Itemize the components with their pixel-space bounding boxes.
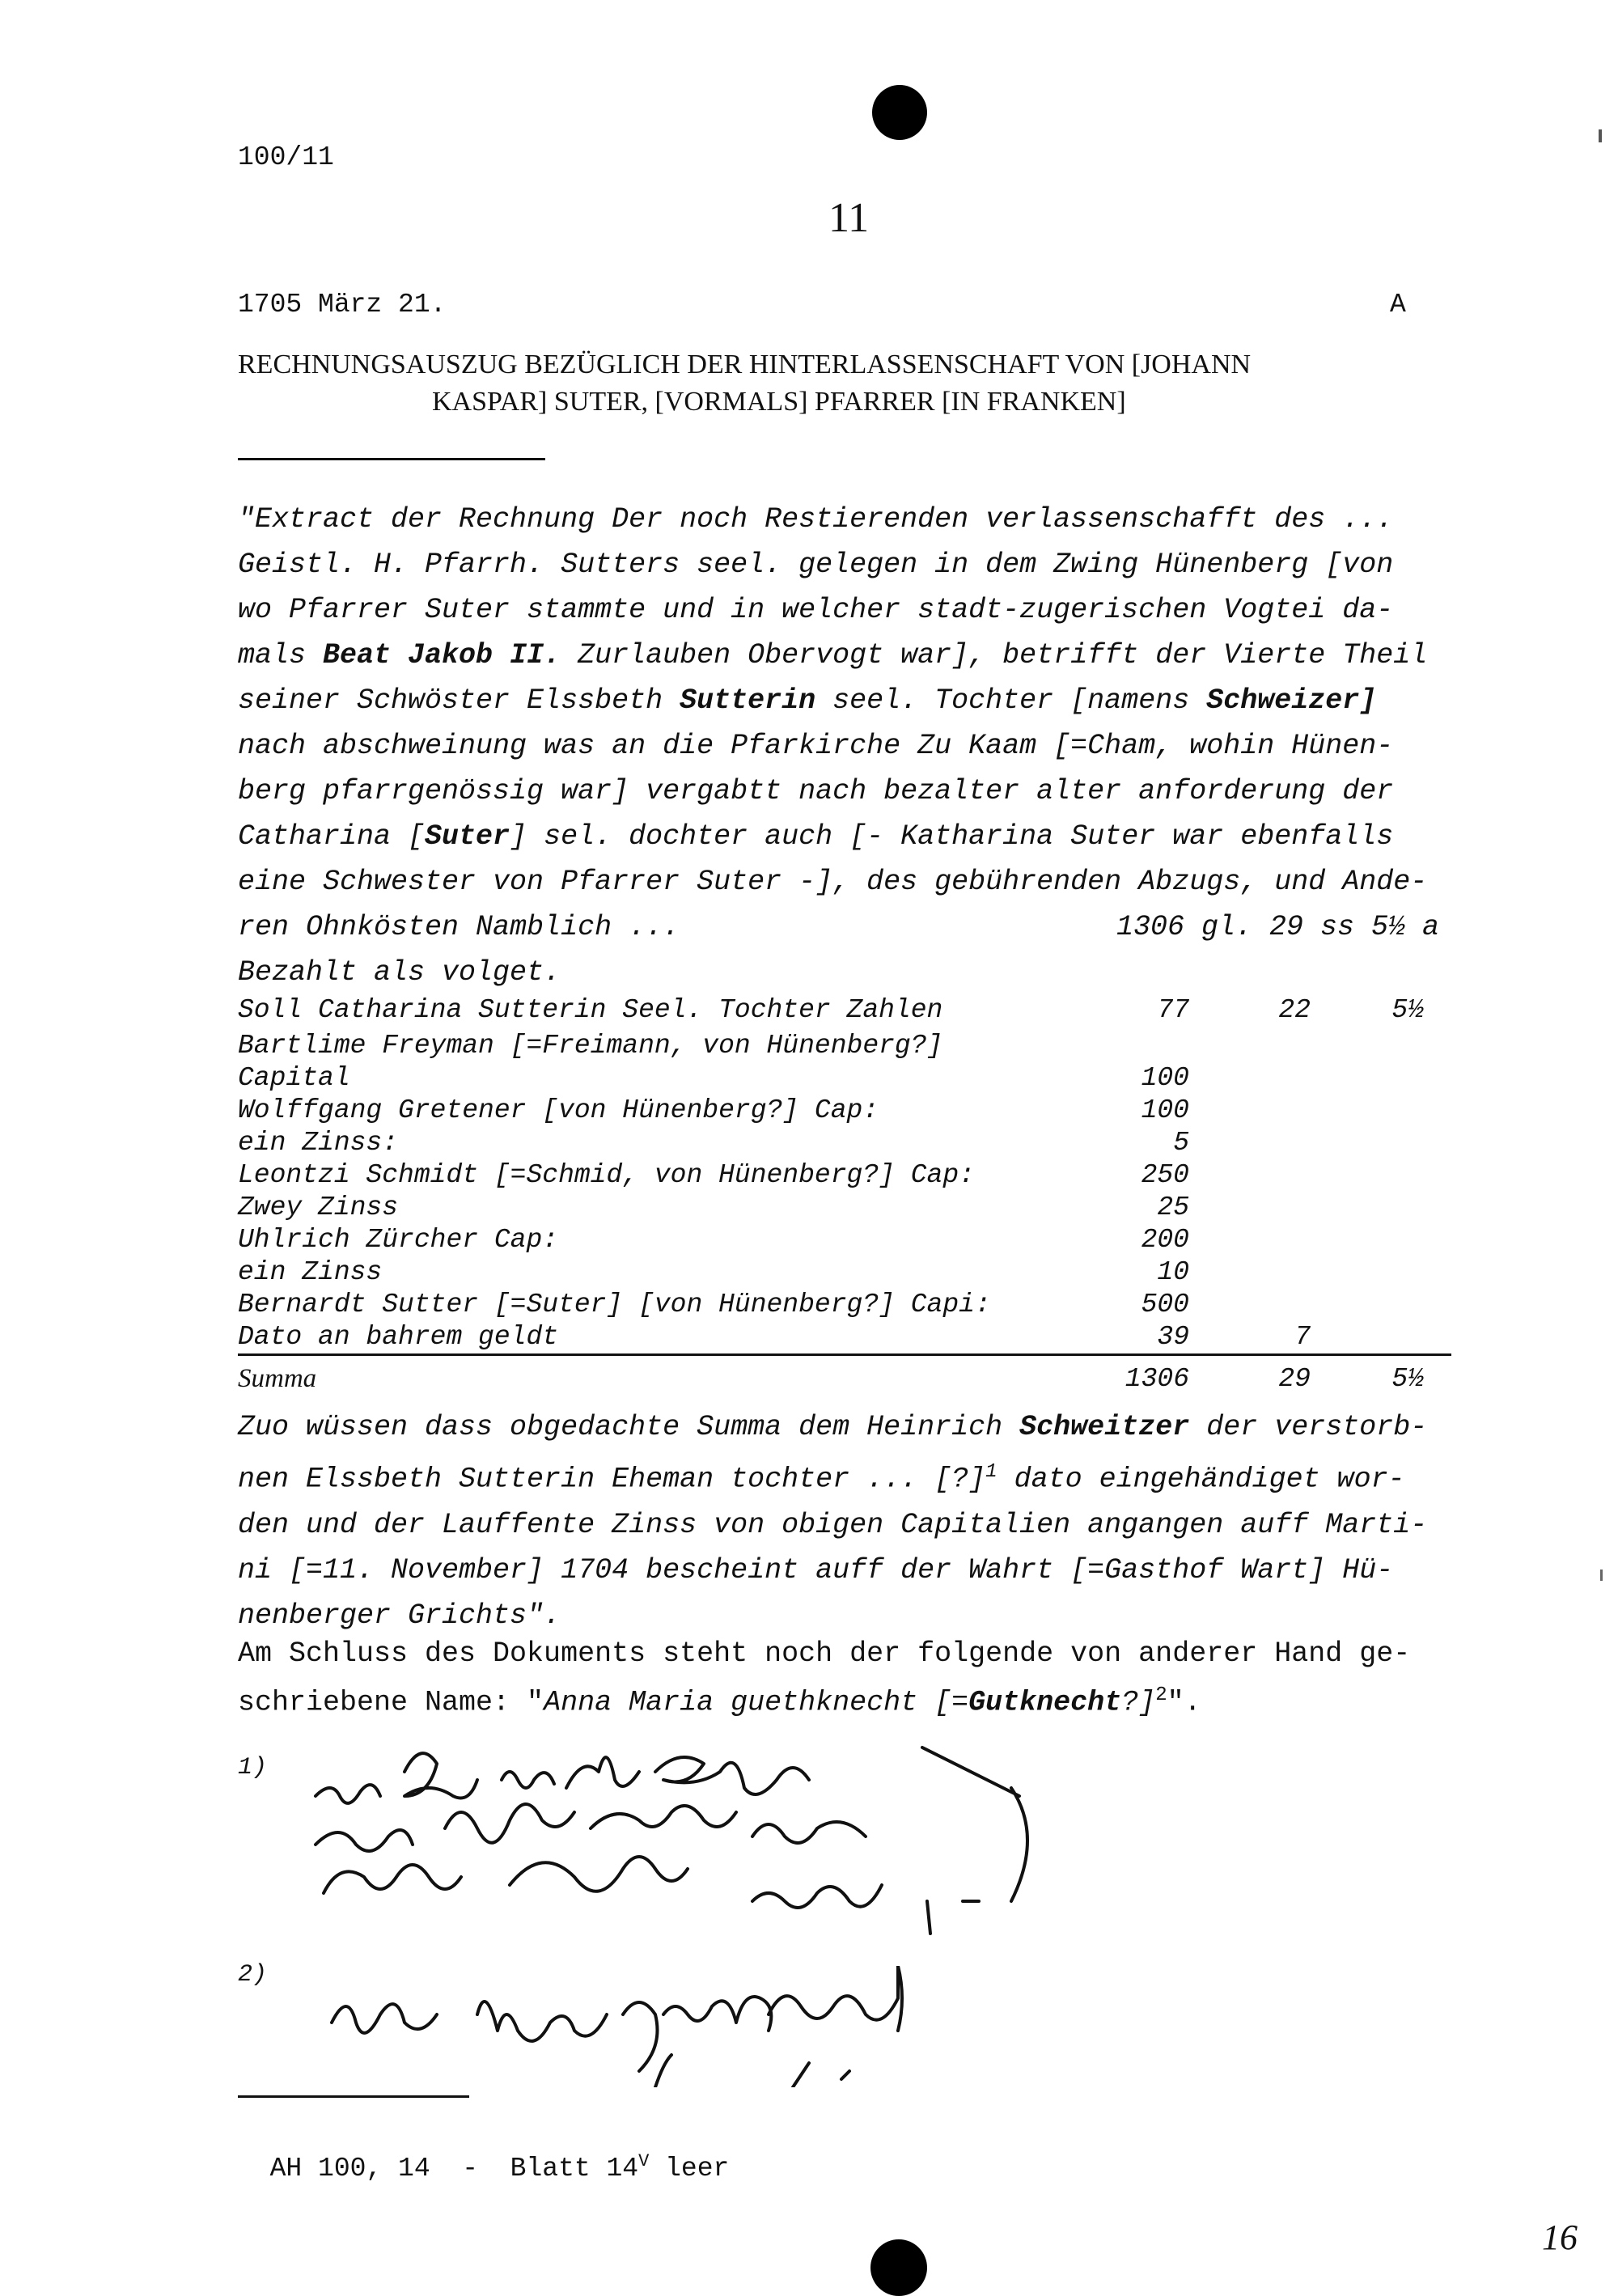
- ledger-value: 5: [1173, 1128, 1189, 1158]
- closing-line: nenberger Grichts".: [238, 1599, 561, 1632]
- closing-paragraph: [238, 1404, 1476, 1638]
- ledger-row-7: Zwey Zinss: [238, 1192, 399, 1222]
- ledger-row-8: Uhlrich Zürcher Cap:: [238, 1225, 559, 1255]
- intro-paragraph: [238, 497, 1476, 995]
- closing-line: den und der Lauffente Zinss von obigen Capitalien angangen auff Marti-: [238, 1508, 1428, 1541]
- ledger-row-5: ein Zinss:: [238, 1128, 399, 1158]
- scan-speck: [1600, 1569, 1603, 1581]
- closing-line: nen Elssbeth Sutterin Eheman tochter ... [?]$^1$ dato eingehändiget wor-: [238, 1461, 1405, 1496]
- footer-divider: [238, 2095, 469, 2098]
- closing-line: ni [=11. November] 1704 bescheint auff der Wahrt [=Gasthof Wart] Hü-: [238, 1553, 1394, 1586]
- ledger-value: 500: [1141, 1290, 1189, 1320]
- note-paragraph: [238, 1633, 1476, 1724]
- ledger-table: [0, 995, 1618, 1416]
- intro-line: Geistl. H. Pfarrh. Sutters seel. gelegen in dem Zwing Hünenberg [von: [238, 549, 1394, 581]
- intro-line: berg pfarrgenössig war] vergabtt nach bezalter alter anforderung der: [238, 775, 1394, 807]
- punch-hole-bottom: [870, 2239, 927, 2296]
- footer-reference: AH 100, 14 - Blatt $14^V$ leer: [269, 2151, 730, 2184]
- ledger-value: 22: [1278, 995, 1311, 1025]
- ledger-row-10: Bernardt Sutter [=Suter] [von Hünenberg?] Capi:: [238, 1290, 991, 1320]
- ledger-row-3: Capital: [238, 1063, 350, 1093]
- ledger-value: 39: [1157, 1322, 1189, 1352]
- closing-line: Zuo wüssen dass obgedachte Summa dem Heinrich Schweitzer der verstorb-: [238, 1411, 1428, 1443]
- ledger-value: 250: [1141, 1160, 1189, 1190]
- title-line-1: RECHNUNGSAUSZUG BEZÜGLICH DER HINTERLASSENSCHAFT VON [JOHANN: [238, 349, 1252, 379]
- scan-speck: [1599, 129, 1602, 142]
- ledger-value: 77: [1157, 995, 1189, 1025]
- intro-line: Catharina [Suter] sel. dochter auch [- Katharina Suter war ebenfalls: [238, 820, 1394, 853]
- intro-line: Bezahlt als volget.: [238, 956, 561, 989]
- ledger-row-2: Bartlime Freyman [=Freimann, von Hünenberg?]: [238, 1031, 943, 1061]
- version-letter: A: [1390, 290, 1406, 320]
- ledger-total: 1306: [1125, 1364, 1189, 1394]
- handwritten-excerpt-2: [316, 1966, 979, 2087]
- document-number: 11: [828, 195, 870, 241]
- archive-reference: 100/11: [238, 142, 334, 172]
- handwritten-excerpt-1: [299, 1739, 1076, 1950]
- intro-line: ren Ohnköstеn Namblich ... 1306 gl. 29 ss 5½ a: [238, 904, 1476, 950]
- intro-line: nach abschweinung was an die Pfarkirche Zu Kaam [=Cham, wohin Hünen-: [238, 730, 1394, 762]
- intro-amount: 1306 gl. 29 ss 5½ a: [1116, 911, 1440, 943]
- note-line: schriebene Name: "Anna Maria guethknecht [=Gutknecht?]$^2$".: [238, 1684, 1201, 1719]
- intro-line: wo Pfarrer Suter stammte und in welcher stadt-zugerischen Vogtei da-: [238, 594, 1394, 626]
- intro-line: eine Schwester von Pfarrer Suter -], des gebührenden Abzugs, und Ande-: [238, 866, 1428, 898]
- document-date: 1705 März 21.: [238, 290, 447, 320]
- ledger-total: 5½: [1391, 1364, 1424, 1394]
- ledger-row-4: Wolffgang Gretener [von Hünenberg?] Cap:: [238, 1095, 879, 1125]
- intro-line: "Extract der Rechnung Der noch Restierenden verlassenschafft des ...: [238, 503, 1394, 536]
- ledger-value: 10: [1157, 1257, 1189, 1287]
- document-title: [238, 346, 1435, 421]
- footnote-1-label: 1): [238, 1754, 268, 1781]
- ledger-row-9: ein Zinss: [238, 1257, 383, 1287]
- ledger-value: 5½: [1391, 995, 1424, 1025]
- ledger-row-11: Dato an bahrem geldt: [238, 1322, 559, 1352]
- punch-hole-top: [872, 85, 927, 140]
- intro-line: mals Beat Jakob II. Zurlauben Obervogt war], betrifft der Vierte Theil: [238, 639, 1428, 671]
- ledger-total: 29: [1278, 1364, 1311, 1394]
- ledger-total-label: Summa: [238, 1364, 317, 1393]
- ledger-value: 200: [1141, 1225, 1189, 1255]
- ledger-row-1: Soll Catharina Sutterin Seel. Tochter Zahlen: [238, 995, 943, 1025]
- ledger-value: 25: [1157, 1192, 1189, 1222]
- note-line: Am Schluss des Dokuments steht noch der folgende von anderer Hand ge-: [238, 1637, 1411, 1670]
- footnote-2-label: 2): [238, 1961, 268, 1989]
- ledger-value: 100: [1141, 1063, 1189, 1093]
- intro-line: seiner Schwöster Elssbeth Sutterin seel. Tochter [namens Schweizer]: [238, 684, 1377, 717]
- ledger-sum-rule: [238, 1353, 1451, 1356]
- title-divider: [238, 458, 545, 460]
- page-number-handwritten: 16: [1542, 2218, 1578, 2257]
- ledger-value: 100: [1141, 1095, 1189, 1125]
- ledger-row-6: Leontzi Schmidt [=Schmid, von Hünenberg?] Cap:: [238, 1160, 975, 1190]
- ledger-value: 7: [1294, 1322, 1311, 1352]
- title-line-2: KASPAR] SUTER, [VORMALS] PFARRER [IN FRANKEN]: [432, 387, 1126, 417]
